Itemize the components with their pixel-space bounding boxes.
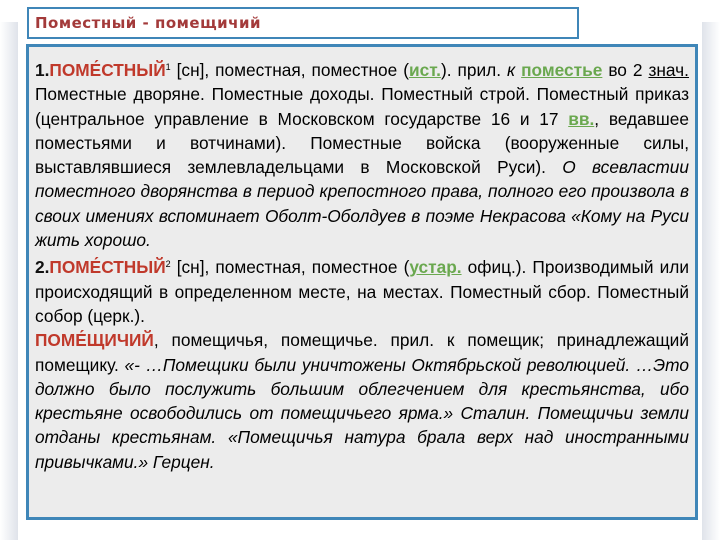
entry3-quote: «- …Помещики были уничтожены Октябрьской революцией. …Это должно было послужить большим облегчением для крестьянства, ибо крестьяне освободились от помещичьего ярма.» Сталин. Помещичьи земли отданы крестьянам. «Помещичья натура брала верх над иностранными привычками.» Герцен. bbox=[35, 354, 689, 472]
entry1-text-2: ). прил. bbox=[440, 60, 507, 80]
entry2-text-2: офиц.). Производимый или происходящий в определенном месте, на местах. Поместный сбор. Поместный собор (церк.). bbox=[35, 257, 689, 326]
dictionary-text bbox=[35, 55, 689, 474]
dictionary-content bbox=[26, 44, 698, 520]
entry1-quote: О всевластии поместного дворянства в период крепостного права, полного его произвола в своих имениях вспоминает Оболт-Оболдуев в поэме Некрасова «Кому на Руси жить хорошо. bbox=[35, 157, 689, 251]
entry1-znach: знач. bbox=[648, 60, 689, 80]
entry1-text-4: Поместные дворяне. Поместные доходы. Поместный строй. Поместный приказ (центральное управление в Московском государстве 16 и 17 bbox=[35, 84, 689, 129]
entry3-headword: ПОМЕ́ЩИЧИЙ bbox=[35, 330, 154, 351]
entry1-headword: ПОМЕ́СТНЫЙ bbox=[49, 60, 166, 80]
entry1 bbox=[35, 60, 689, 250]
entry1-number: 1. bbox=[35, 60, 50, 80]
entry2-headword: ПОМЕ́СТНЫЙ bbox=[49, 257, 166, 278]
entry2-superscript: 2 bbox=[165, 259, 171, 270]
entry1-text-5: , ведавшее поместьями и вотчинами). Поместные войска (вооруженные силы, выставлявшиеся землевладельцами в Московской Руси). bbox=[35, 108, 689, 178]
entry2 bbox=[35, 257, 689, 326]
title-box bbox=[27, 7, 579, 39]
entry1-text-3: во 2 bbox=[602, 60, 649, 80]
entry2-number: 2. bbox=[35, 257, 50, 278]
entry1-text-1: [сн], поместная, поместное ( bbox=[170, 60, 409, 80]
entry3 bbox=[35, 330, 689, 471]
entry1-text-2b: к bbox=[506, 60, 516, 80]
entry3-text-1: , помещичья, помещичье. прил. к помещик; принадлежащий помещику. bbox=[35, 330, 689, 375]
entry1-link-vv[interactable]: вв. bbox=[568, 108, 595, 129]
entry2-link-ustar[interactable]: устар. bbox=[409, 257, 462, 278]
page-title: Поместный - помещичий bbox=[35, 14, 262, 32]
left-frame-shade bbox=[0, 22, 18, 540]
entry1-superscript: 1 bbox=[165, 62, 171, 72]
entry2-text-1: [сн], поместная, поместное ( bbox=[170, 257, 410, 278]
entry1-link-ist[interactable]: ист. bbox=[408, 60, 441, 80]
right-frame-shade bbox=[702, 22, 720, 540]
entry1-link-pomestye[interactable]: поместье bbox=[521, 60, 603, 80]
